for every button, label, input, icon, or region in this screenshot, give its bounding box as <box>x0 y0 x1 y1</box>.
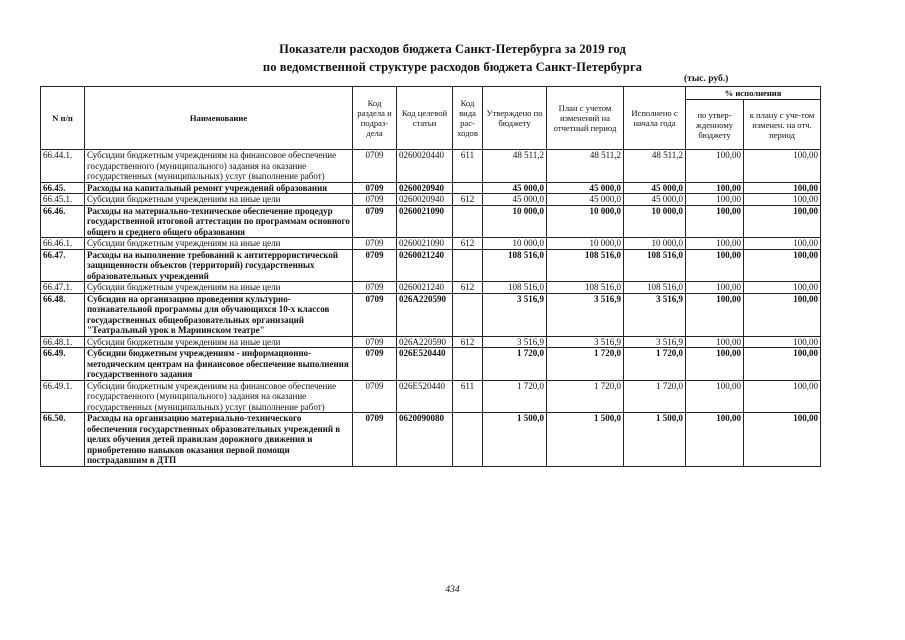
cell-executed: 45 000,0 <box>624 194 686 206</box>
cell-num: 66.45. <box>41 182 85 194</box>
cell-num: 66.47. <box>41 249 85 282</box>
cell-section: 0709 <box>353 238 397 250</box>
cell-name: Расходы на материально-техническое обеспечение процедур государственной итоговой аттестации по программам основного общего и среднего общего образования <box>85 205 353 238</box>
cell-name: Субсидии бюджетным учреждениям на иные цели <box>85 336 353 348</box>
cell-section: 0709 <box>353 205 397 238</box>
cell-pct-plan: 100,00 <box>744 380 821 413</box>
cell-section: 0709 <box>353 150 397 183</box>
cell-num: 66.48. <box>41 293 85 336</box>
cell-section: 0709 <box>353 413 397 467</box>
cell-pct-plan: 100,00 <box>744 293 821 336</box>
cell-pct-approved: 100,00 <box>686 150 744 183</box>
cell-executed: 1 720,0 <box>624 380 686 413</box>
table-row <box>41 249 821 282</box>
table-row <box>41 380 821 413</box>
cell-num: 66.49.1. <box>41 380 85 413</box>
cell-approved: 1 720,0 <box>483 380 547 413</box>
header-num: N п/п <box>41 87 85 150</box>
cell-target: 0260021090 <box>397 238 453 250</box>
table-row <box>41 282 821 294</box>
cell-approved: 10 000,0 <box>483 238 547 250</box>
cell-section: 0709 <box>353 293 397 336</box>
cell-executed: 108 516,0 <box>624 282 686 294</box>
header-pct-plan: к плану с уче-том изменен. на отч. период <box>744 100 821 150</box>
table-row <box>41 348 821 381</box>
cell-pct-plan: 100,00 <box>744 182 821 194</box>
table-row <box>41 194 821 206</box>
cell-executed: 1 720,0 <box>624 348 686 381</box>
cell-pct-plan: 100,00 <box>744 249 821 282</box>
cell-plan: 108 516,0 <box>547 282 624 294</box>
cell-kind <box>453 249 483 282</box>
cell-target: 0260020940 <box>397 182 453 194</box>
header-section: Код раздела и подраз-дела <box>353 87 397 150</box>
cell-plan: 10 000,0 <box>547 205 624 238</box>
cell-pct-approved: 100,00 <box>686 205 744 238</box>
cell-kind: 611 <box>453 150 483 183</box>
cell-name: Субсидии бюджетным учреждениям на иные цели <box>85 194 353 206</box>
cell-pct-plan: 100,00 <box>744 194 821 206</box>
cell-plan: 1 500,0 <box>547 413 624 467</box>
cell-executed: 10 000,0 <box>624 238 686 250</box>
header-pct-approved: по утвер-жденному бюджету <box>686 100 744 150</box>
cell-plan: 48 511,2 <box>547 150 624 183</box>
table-row <box>41 205 821 238</box>
cell-section: 0709 <box>353 282 397 294</box>
cell-num: 66.50. <box>41 413 85 467</box>
cell-executed: 10 000,0 <box>624 205 686 238</box>
cell-pct-approved: 100,00 <box>686 293 744 336</box>
cell-target: 0260020440 <box>397 150 453 183</box>
cell-section: 0709 <box>353 380 397 413</box>
cell-pct-approved: 100,00 <box>686 249 744 282</box>
header-approved: Утверждено по бюджету <box>483 87 547 150</box>
cell-kind: 612 <box>453 194 483 206</box>
cell-approved: 1 500,0 <box>483 413 547 467</box>
cell-kind: 611 <box>453 380 483 413</box>
cell-target: 0620090080 <box>397 413 453 467</box>
cell-plan: 108 516,0 <box>547 249 624 282</box>
cell-approved: 1 720,0 <box>483 348 547 381</box>
table-row <box>41 150 821 183</box>
cell-name: Субсидии бюджетным учреждениям на иные цели <box>85 282 353 294</box>
cell-kind <box>453 205 483 238</box>
cell-name: Субсидии бюджетным учреждениям на финансовое обеспечение государственного (муниципального) задания на оказание государственных (муниципальных) услуг (выполнение работ) <box>85 150 353 183</box>
cell-kind: 612 <box>453 238 483 250</box>
table-row <box>41 238 821 250</box>
cell-pct-plan: 100,00 <box>744 336 821 348</box>
cell-approved: 10 000,0 <box>483 205 547 238</box>
cell-target: 0260021090 <box>397 205 453 238</box>
table-row <box>41 336 821 348</box>
table-body <box>41 150 821 467</box>
document-title: Показатели расходов бюджета Санкт-Петербурга за 2019 год <box>279 42 626 56</box>
cell-pct-plan: 100,00 <box>744 150 821 183</box>
cell-kind: 612 <box>453 282 483 294</box>
cell-name: Расходы на выполнение требований к антитеррористической защищенности объектов (территорий) государственных образовательных учреждений <box>85 249 353 282</box>
cell-kind <box>453 413 483 467</box>
cell-kind: 612 <box>453 336 483 348</box>
cell-name: Субсидии бюджетным учреждениям - информационно-методическим центрам на финансовое обеспечение выполнения государственного задания <box>85 348 353 381</box>
cell-pct-approved: 100,00 <box>686 413 744 467</box>
cell-pct-plan: 100,00 <box>744 238 821 250</box>
table-row <box>41 413 821 467</box>
cell-kind <box>453 293 483 336</box>
header-name: Наименование <box>85 87 353 150</box>
cell-pct-plan: 100,00 <box>744 413 821 467</box>
cell-executed: 108 516,0 <box>624 249 686 282</box>
header-target: Код целевой статьи <box>397 87 453 150</box>
header-executed: Исполнено с начала года <box>624 87 686 150</box>
cell-pct-plan: 100,00 <box>744 348 821 381</box>
cell-pct-approved: 100,00 <box>686 336 744 348</box>
table-row <box>41 293 821 336</box>
header-plan: План с учетом изменений на отчетный период <box>547 87 624 150</box>
cell-executed: 3 516,9 <box>624 336 686 348</box>
cell-section: 0709 <box>353 336 397 348</box>
cell-plan: 45 000,0 <box>547 194 624 206</box>
cell-approved: 45 000,0 <box>483 182 547 194</box>
cell-pct-approved: 100,00 <box>686 238 744 250</box>
budget-table <box>40 86 821 467</box>
cell-section: 0709 <box>353 249 397 282</box>
cell-pct-approved: 100,00 <box>686 348 744 381</box>
cell-plan: 1 720,0 <box>547 380 624 413</box>
page-number: 434 <box>445 585 460 595</box>
cell-num: 66.49. <box>41 348 85 381</box>
header-pct-group: % исполнения <box>686 87 821 100</box>
cell-name: Расходы на организацию материально-технического обеспечения государственных образовательных учреждений в целях обучения детей правилам дорожного движения и приобретению навыков оказания первой помощи пострадавшим в ДТП <box>85 413 353 467</box>
cell-executed: 3 516,9 <box>624 293 686 336</box>
cell-executed: 1 500,0 <box>624 413 686 467</box>
cell-section: 0709 <box>353 348 397 381</box>
cell-approved: 3 516,9 <box>483 336 547 348</box>
document-subtitle: по ведомственной структуре расходов бюджета Санкт-Петербурга <box>262 60 643 74</box>
cell-num: 66.47.1. <box>41 282 85 294</box>
cell-num: 66.46.1. <box>41 238 85 250</box>
cell-approved: 3 516,9 <box>483 293 547 336</box>
cell-approved: 48 511,2 <box>483 150 547 183</box>
cell-pct-plan: 100,00 <box>744 205 821 238</box>
cell-kind <box>453 348 483 381</box>
cell-target: 0260021240 <box>397 249 453 282</box>
cell-pct-approved: 100,00 <box>686 194 744 206</box>
cell-pct-approved: 100,00 <box>686 182 744 194</box>
cell-target: 026E520440 <box>397 380 453 413</box>
cell-name: Субсидии бюджетным учреждениям на иные цели <box>85 238 353 250</box>
cell-approved: 108 516,0 <box>483 249 547 282</box>
cell-pct-plan: 100,00 <box>744 282 821 294</box>
cell-plan: 3 516,9 <box>547 336 624 348</box>
cell-section: 0709 <box>353 194 397 206</box>
cell-pct-approved: 100,00 <box>686 282 744 294</box>
cell-target: 026E520440 <box>397 348 453 381</box>
table-row <box>41 182 821 194</box>
units-label: (тыс. руб.) <box>684 74 729 84</box>
cell-section: 0709 <box>353 182 397 194</box>
cell-num: 66.48.1. <box>41 336 85 348</box>
cell-target: 0260021240 <box>397 282 453 294</box>
cell-plan: 45 000,0 <box>547 182 624 194</box>
cell-num: 66.45.1. <box>41 194 85 206</box>
cell-executed: 48 511,2 <box>624 150 686 183</box>
cell-plan: 3 516,9 <box>547 293 624 336</box>
cell-name: Субсидии бюджетным учреждениям на финансовое обеспечение государственного (муниципального) задания на оказание государственных (муниципальных) услуг (выполнение работ) <box>85 380 353 413</box>
cell-name: Расходы на капитальный ремонт учреждений образования <box>85 182 353 194</box>
cell-plan: 10 000,0 <box>547 238 624 250</box>
cell-executed: 45 000,0 <box>624 182 686 194</box>
cell-target: 0260020940 <box>397 194 453 206</box>
cell-approved: 108 516,0 <box>483 282 547 294</box>
cell-target: 026A220590 <box>397 293 453 336</box>
cell-approved: 45 000,0 <box>483 194 547 206</box>
cell-pct-approved: 100,00 <box>686 380 744 413</box>
header-kind: Код вида рас-ходов <box>453 87 483 150</box>
cell-plan: 1 720,0 <box>547 348 624 381</box>
cell-kind <box>453 182 483 194</box>
cell-num: 66.44.1. <box>41 150 85 183</box>
cell-name: Субсидия на организацию проведения культурно-познавательной программы для обучающихся 10-х классов государственных общеобразовательных организаций "Театральный урок в Мариинском театре" <box>85 293 353 336</box>
cell-target: 026A220590 <box>397 336 453 348</box>
cell-num: 66.46. <box>41 205 85 238</box>
